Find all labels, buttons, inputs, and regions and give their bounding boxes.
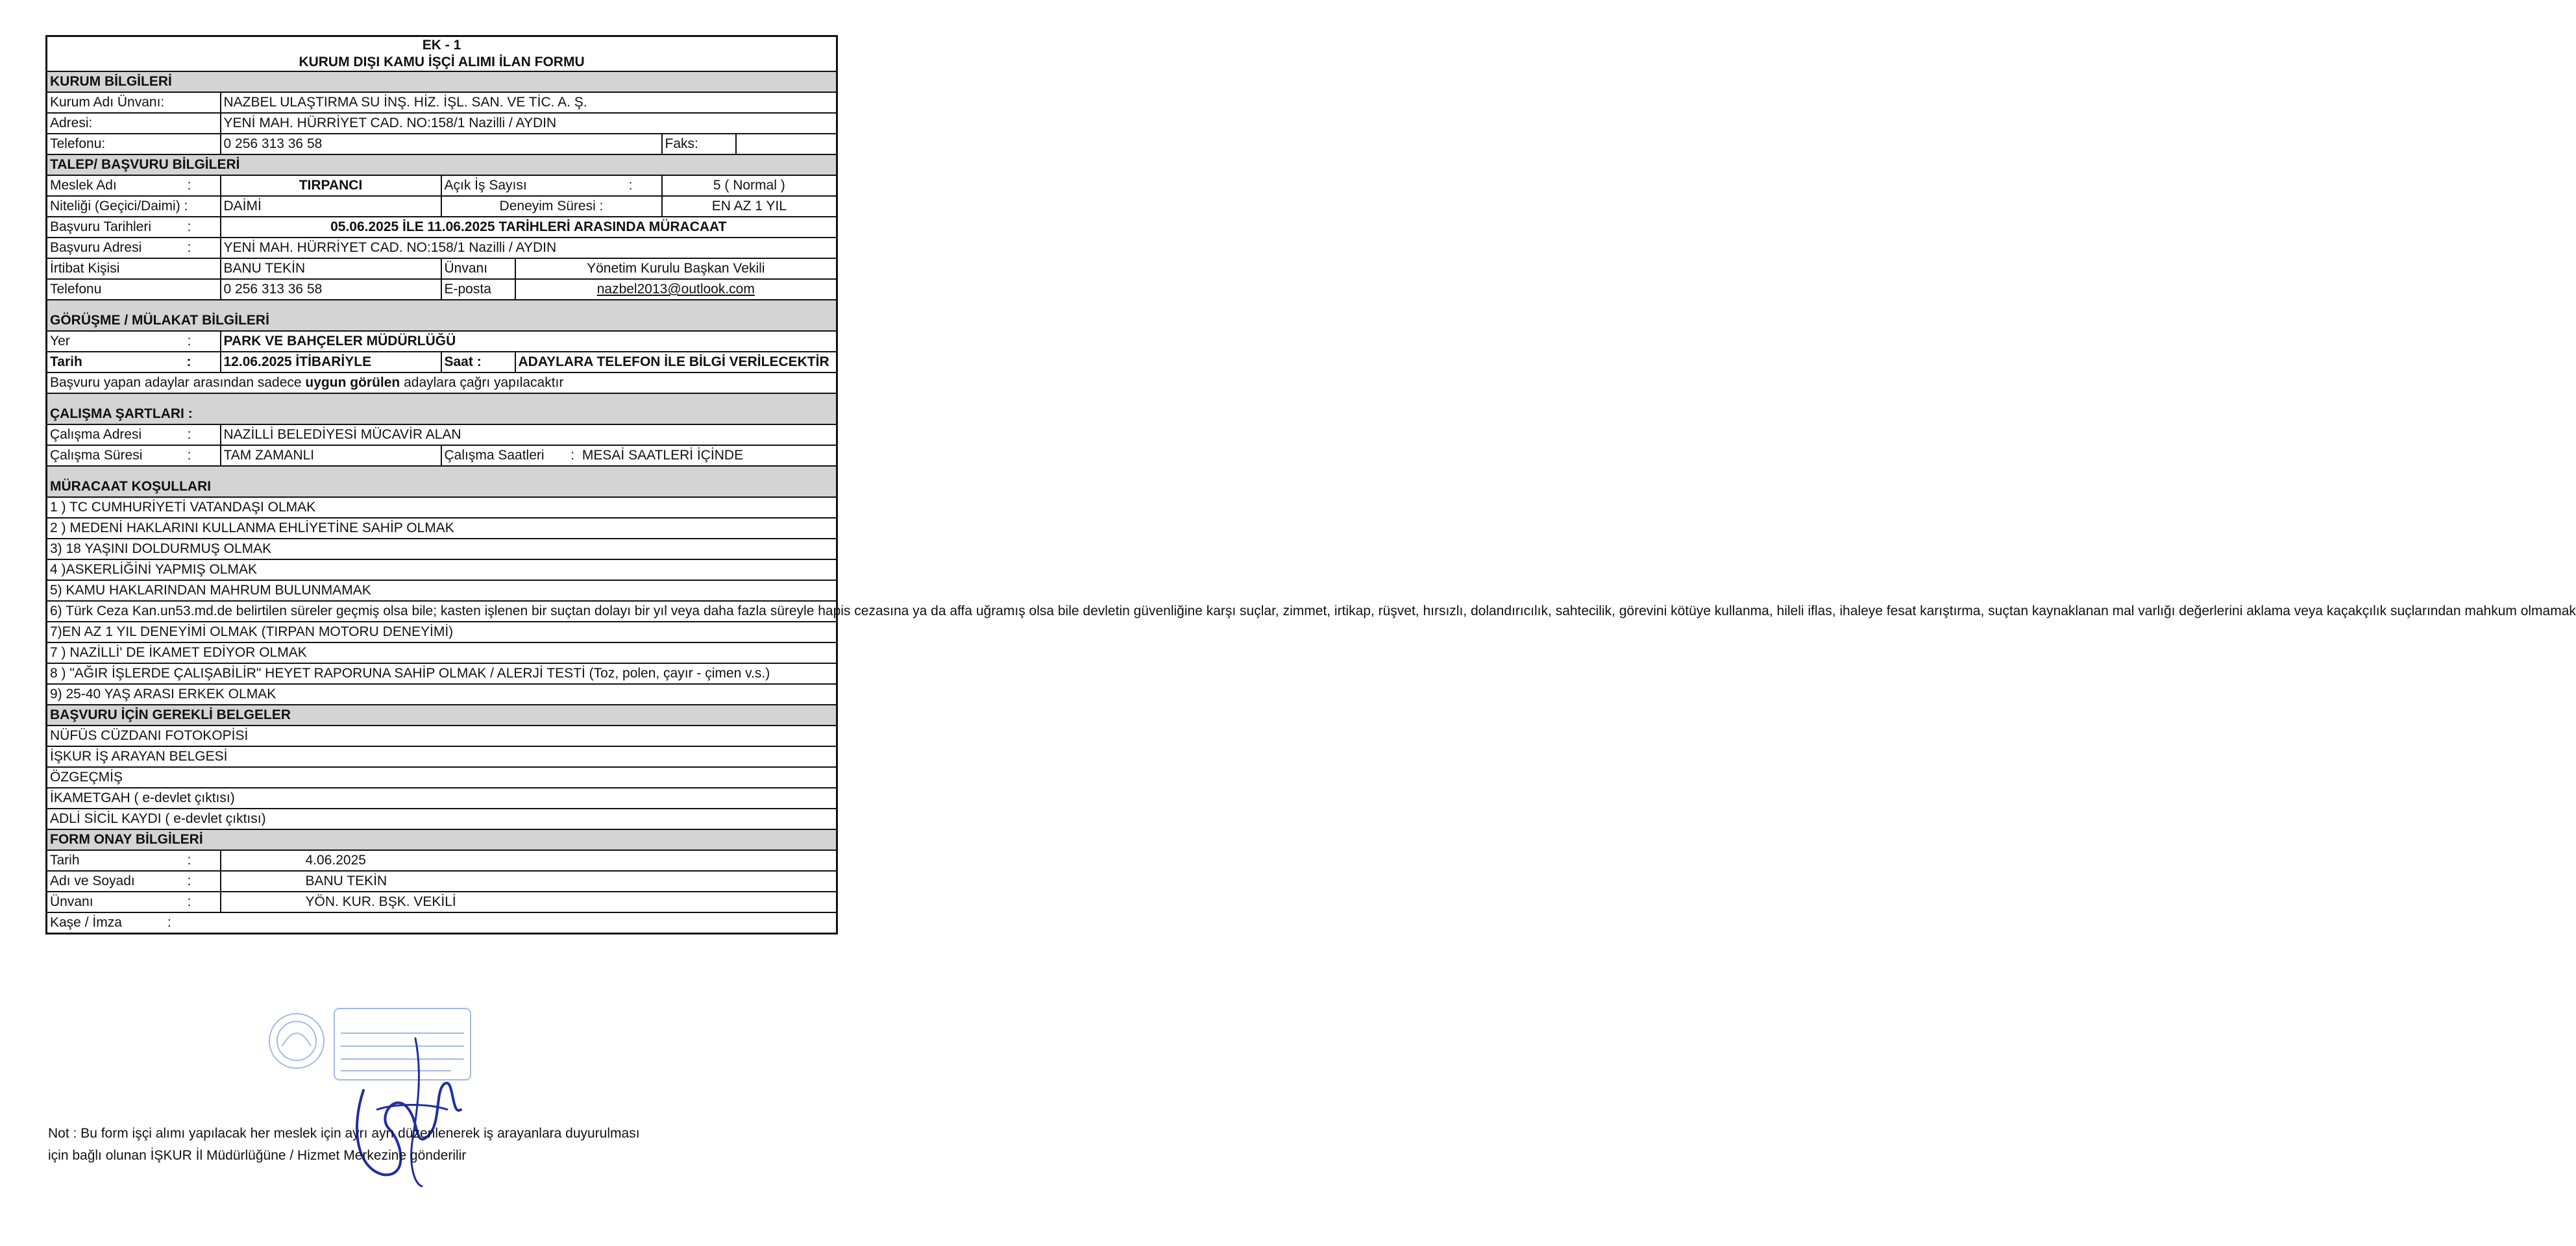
colon: :	[187, 178, 191, 193]
kurum-fax-value	[736, 134, 837, 154]
kosul-item: 8 ) "AĞIR İŞLERDE ÇALIŞABİLİR" HEYET RAPORUNA SAHİP OLMAK / ALERJİ TESTİ (Toz, polen, çayır - çimen v.s.)	[47, 663, 837, 684]
irtibat-value: BANU TEKİN	[221, 258, 441, 279]
calisma-sure-label	[47, 445, 221, 466]
meslek-value: TIRPANCI	[221, 175, 441, 196]
gorusme-note-c: adaylara çağrı yapılacaktır	[400, 375, 564, 390]
colon: :	[187, 448, 191, 463]
acik-is-label-text: Açık İş Sayısı	[444, 178, 527, 193]
colon: :	[570, 448, 575, 463]
kurum-phone-value: 0 256 313 36 58	[221, 134, 662, 154]
nitelik-label: Niteliği (Geçici/Daimi) :	[47, 196, 221, 217]
kosul-item: 4 )ASKERLİĞİNİ YAPMIŞ OLMAK	[47, 559, 837, 580]
footer-line-2: için bağlı olunan İŞKUR İl Müdürlüğüne / Hizmet Merkezine gönderilir	[48, 1148, 467, 1163]
acik-is-label	[441, 175, 662, 196]
kosul-item-long: 6) Türk Ceza Kan.un53.md.de belirtilen süreler geçmiş olsa bile; kasten işlenen bir suçtan dolayı bir yıl veya daha fazla süreyle hapis cezasına ya da affa uğramış olsa bile devletin güvenliğine karşı suçlar, zimmet, irtikap, rüşvet, hırsızlı, dolandırıcılık, sahtecilik, görevini kötüye kullanma, hileli iflas, ihaleye fesat karıştırma, suçtan kaynaklanan mal varlığı değerlerini aklama veya kaçakçılık suçlarından mahkum olmamak	[47, 601, 837, 622]
irtibat-label: İrtibat Kişisi	[47, 258, 221, 279]
colon: :	[186, 354, 191, 369]
telefon-value: 0 256 313 36 58	[221, 279, 441, 300]
calisma-saat-label: Çalışma Saatleri	[444, 448, 545, 463]
eposta-link[interactable]: nazbel2013@outlook.com	[596, 282, 755, 297]
gorusme-note-a: Başvuru yapan adaylar arasından sadece	[50, 375, 306, 390]
onay-tarih-label-text: Tarih	[50, 853, 80, 868]
kurum-phone-label: Telefonu:	[47, 134, 221, 154]
gorusme-note	[47, 373, 837, 393]
calisma-sure-value: TAM ZAMANLI	[221, 445, 441, 466]
signature-stroke	[376, 1105, 448, 1110]
basvuru-adres-label-text: Başvuru Adresi	[50, 240, 142, 255]
section-kosullar: MÜRACAAT KOŞULLARI	[47, 466, 837, 497]
colon: :	[187, 873, 191, 888]
belge-item: ÖZGEÇMİŞ	[47, 767, 837, 788]
stamp-logo-inner	[277, 1021, 316, 1060]
footer-line-1: Not : Bu form işçi alımı yapılacak her meslek için ayrı ayrı düzenlenerek iş arayanlara duyurulması	[48, 1126, 640, 1141]
section-calisma: ÇALIŞMA ŞARTLARI :	[47, 393, 837, 424]
form-title	[47, 36, 837, 72]
basvuru-adres-value: YENİ MAH. HÜRRİYET CAD. NO:158/1 Nazilli / AYDIN	[221, 238, 837, 258]
kosul-item: 7 ) NAZİLLİ' DE İKAMET EDİYOR OLMAK	[47, 642, 837, 663]
basvuru-tarih-label-text: Başvuru Tarihleri	[50, 219, 152, 234]
acik-is-value: 5 ( Normal )	[662, 175, 837, 196]
onay-unvan-label	[47, 892, 221, 912]
colon: :	[628, 178, 633, 193]
stamp-frame	[334, 1008, 471, 1080]
colon: :	[187, 427, 191, 442]
kosul-item: 2 ) MEDENİ HAKLARINI KULLANMA EHLİYETİNE SAHİP OLMAK	[47, 518, 837, 539]
footer-note	[48, 1123, 827, 1167]
saat-label: Saat :	[441, 352, 515, 373]
section-kurum: KURUM BİLGİLERİ	[47, 71, 837, 92]
onay-unvan-label-text: Ünvanı	[50, 894, 93, 909]
section-onay: FORM ONAY BİLGİLERİ	[47, 829, 837, 850]
section-talep: TALEP/ BAŞVURU BİLGİLERİ	[47, 154, 837, 175]
onay-ad-label-text: Adı ve Soyadı	[50, 873, 135, 888]
basvuru-tarih-value: 05.06.2025 İLE 11.06.2025 TARİHLERİ ARASINDA MÜRACAAT	[221, 217, 837, 238]
stamp-logo-mark	[282, 1033, 311, 1046]
mulakat-tarih-value: 12.06.2025 İTİBARİYLE	[221, 352, 441, 373]
calisma-adres-label	[47, 424, 221, 445]
kurum-address-value: YENİ MAH. HÜRRİYET CAD. NO:158/1 Nazilli / AYDIN	[221, 113, 837, 134]
kurum-name-label: Kurum Adı Ünvanı:	[47, 92, 221, 113]
meslek-label-text: Meslek Adı	[50, 178, 117, 193]
unvan-value: Yönetim Kurulu Başkan Vekili	[515, 258, 837, 279]
belge-item: İKAMETGAH ( e-devlet çıktısı)	[47, 788, 837, 809]
colon: :	[187, 853, 191, 868]
calisma-adres-value: NAZİLLİ BELEDİYESİ MÜCAVİR ALAN	[221, 424, 837, 445]
kurum-address-label: Adresi:	[47, 113, 221, 134]
calisma-saat-value: MESAİ SAATLERİ İÇİNDE	[582, 448, 744, 463]
saat-value: ADAYLARA TELEFON İLE BİLGİ VERİLECEKTİR	[515, 352, 837, 373]
belge-item: ADLİ SİCİL KAYDI ( e-devlet çıktısı)	[47, 809, 837, 829]
basvuru-adres-label	[47, 238, 221, 258]
colon: :	[167, 915, 171, 930]
kosul-item: 5) KAMU HAKLARINDAN MAHRUM BULUNMAMAK	[47, 580, 837, 601]
unvan-label: Ünvanı	[441, 258, 515, 279]
form-code: EK - 1	[422, 38, 461, 53]
yer-label-text: Yer	[50, 334, 70, 348]
belge-item: İŞKUR İŞ ARAYAN BELGESİ	[47, 746, 837, 767]
colon: :	[187, 334, 191, 348]
eposta-value[interactable]	[515, 279, 837, 300]
colon: :	[187, 894, 191, 909]
form-heading: KURUM DIŞI KAMU İŞÇİ ALIMI İLAN FORMU	[299, 55, 585, 69]
yer-value: PARK VE BAHÇELER MÜDÜRLÜĞÜ	[221, 331, 837, 352]
eposta-label: E-posta	[441, 279, 515, 300]
meslek-label	[47, 175, 221, 196]
kurum-fax-label: Faks:	[662, 134, 736, 154]
onay-ad-label	[47, 871, 221, 892]
kase-imza-row	[47, 912, 837, 934]
basvuru-tarih-label	[47, 217, 221, 238]
stamp-logo-circle	[269, 1014, 324, 1068]
form-sheet	[45, 35, 2576, 934]
kosul-item: 7)EN AZ 1 YIL DENEYİMİ OLMAK (TIRPAN MOTORU DENEYİMİ)	[47, 622, 837, 642]
deneyim-label: Deneyim Süresi :	[441, 196, 662, 217]
mulakat-tarih-label-text: Tarih	[50, 354, 82, 369]
calisma-saat	[441, 445, 837, 466]
job-posting-form	[45, 35, 2576, 934]
kurum-name-value: NAZBEL ULAŞTIRMA SU İNŞ. HİZ. İŞL. SAN. VE TİC. A. Ş.	[221, 92, 837, 113]
kosul-item: 9) 25-40 YAŞ ARASI ERKEK OLMAK	[47, 684, 837, 705]
company-stamp	[263, 994, 477, 1092]
kosul-item: 3) 18 YAŞINI DOLDURMUŞ OLMAK	[47, 539, 837, 559]
deneyim-value: EN AZ 1 YIL	[662, 196, 837, 217]
colon: :	[187, 240, 191, 255]
section-belgeler: BAŞVURU İÇİN GEREKLİ BELGELER	[47, 705, 837, 726]
colon: :	[187, 219, 191, 234]
calisma-adres-label-text: Çalışma Adresi	[50, 427, 142, 442]
gorusme-note-b: uygun görülen	[305, 375, 400, 390]
onay-unvan-value: YÖN. KUR. BŞK. VEKİLİ	[221, 892, 837, 912]
belge-item: NÜFÜS CÜZDANI FOTOKOPİSİ	[47, 726, 837, 746]
onay-tarih-label	[47, 850, 221, 871]
mulakat-tarih-label	[47, 352, 221, 373]
onay-tarih-value: 4.06.2025	[221, 850, 837, 871]
kosul-item: 1 ) TC CUMHURİYETİ VATANDAŞI OLMAK	[47, 497, 837, 518]
telefon-label: Telefonu	[47, 279, 221, 300]
kase-imza-label: Kaşe / İmza	[50, 915, 122, 930]
calisma-sure-label-text: Çalışma Süresi	[50, 448, 143, 463]
nitelik-value: DAİMİ	[221, 196, 441, 217]
section-gorusme: GÖRÜŞME / MÜLAKAT BİLGİLERİ	[47, 300, 837, 331]
onay-ad-value: BANU TEKİN	[221, 871, 837, 892]
yer-label	[47, 331, 221, 352]
